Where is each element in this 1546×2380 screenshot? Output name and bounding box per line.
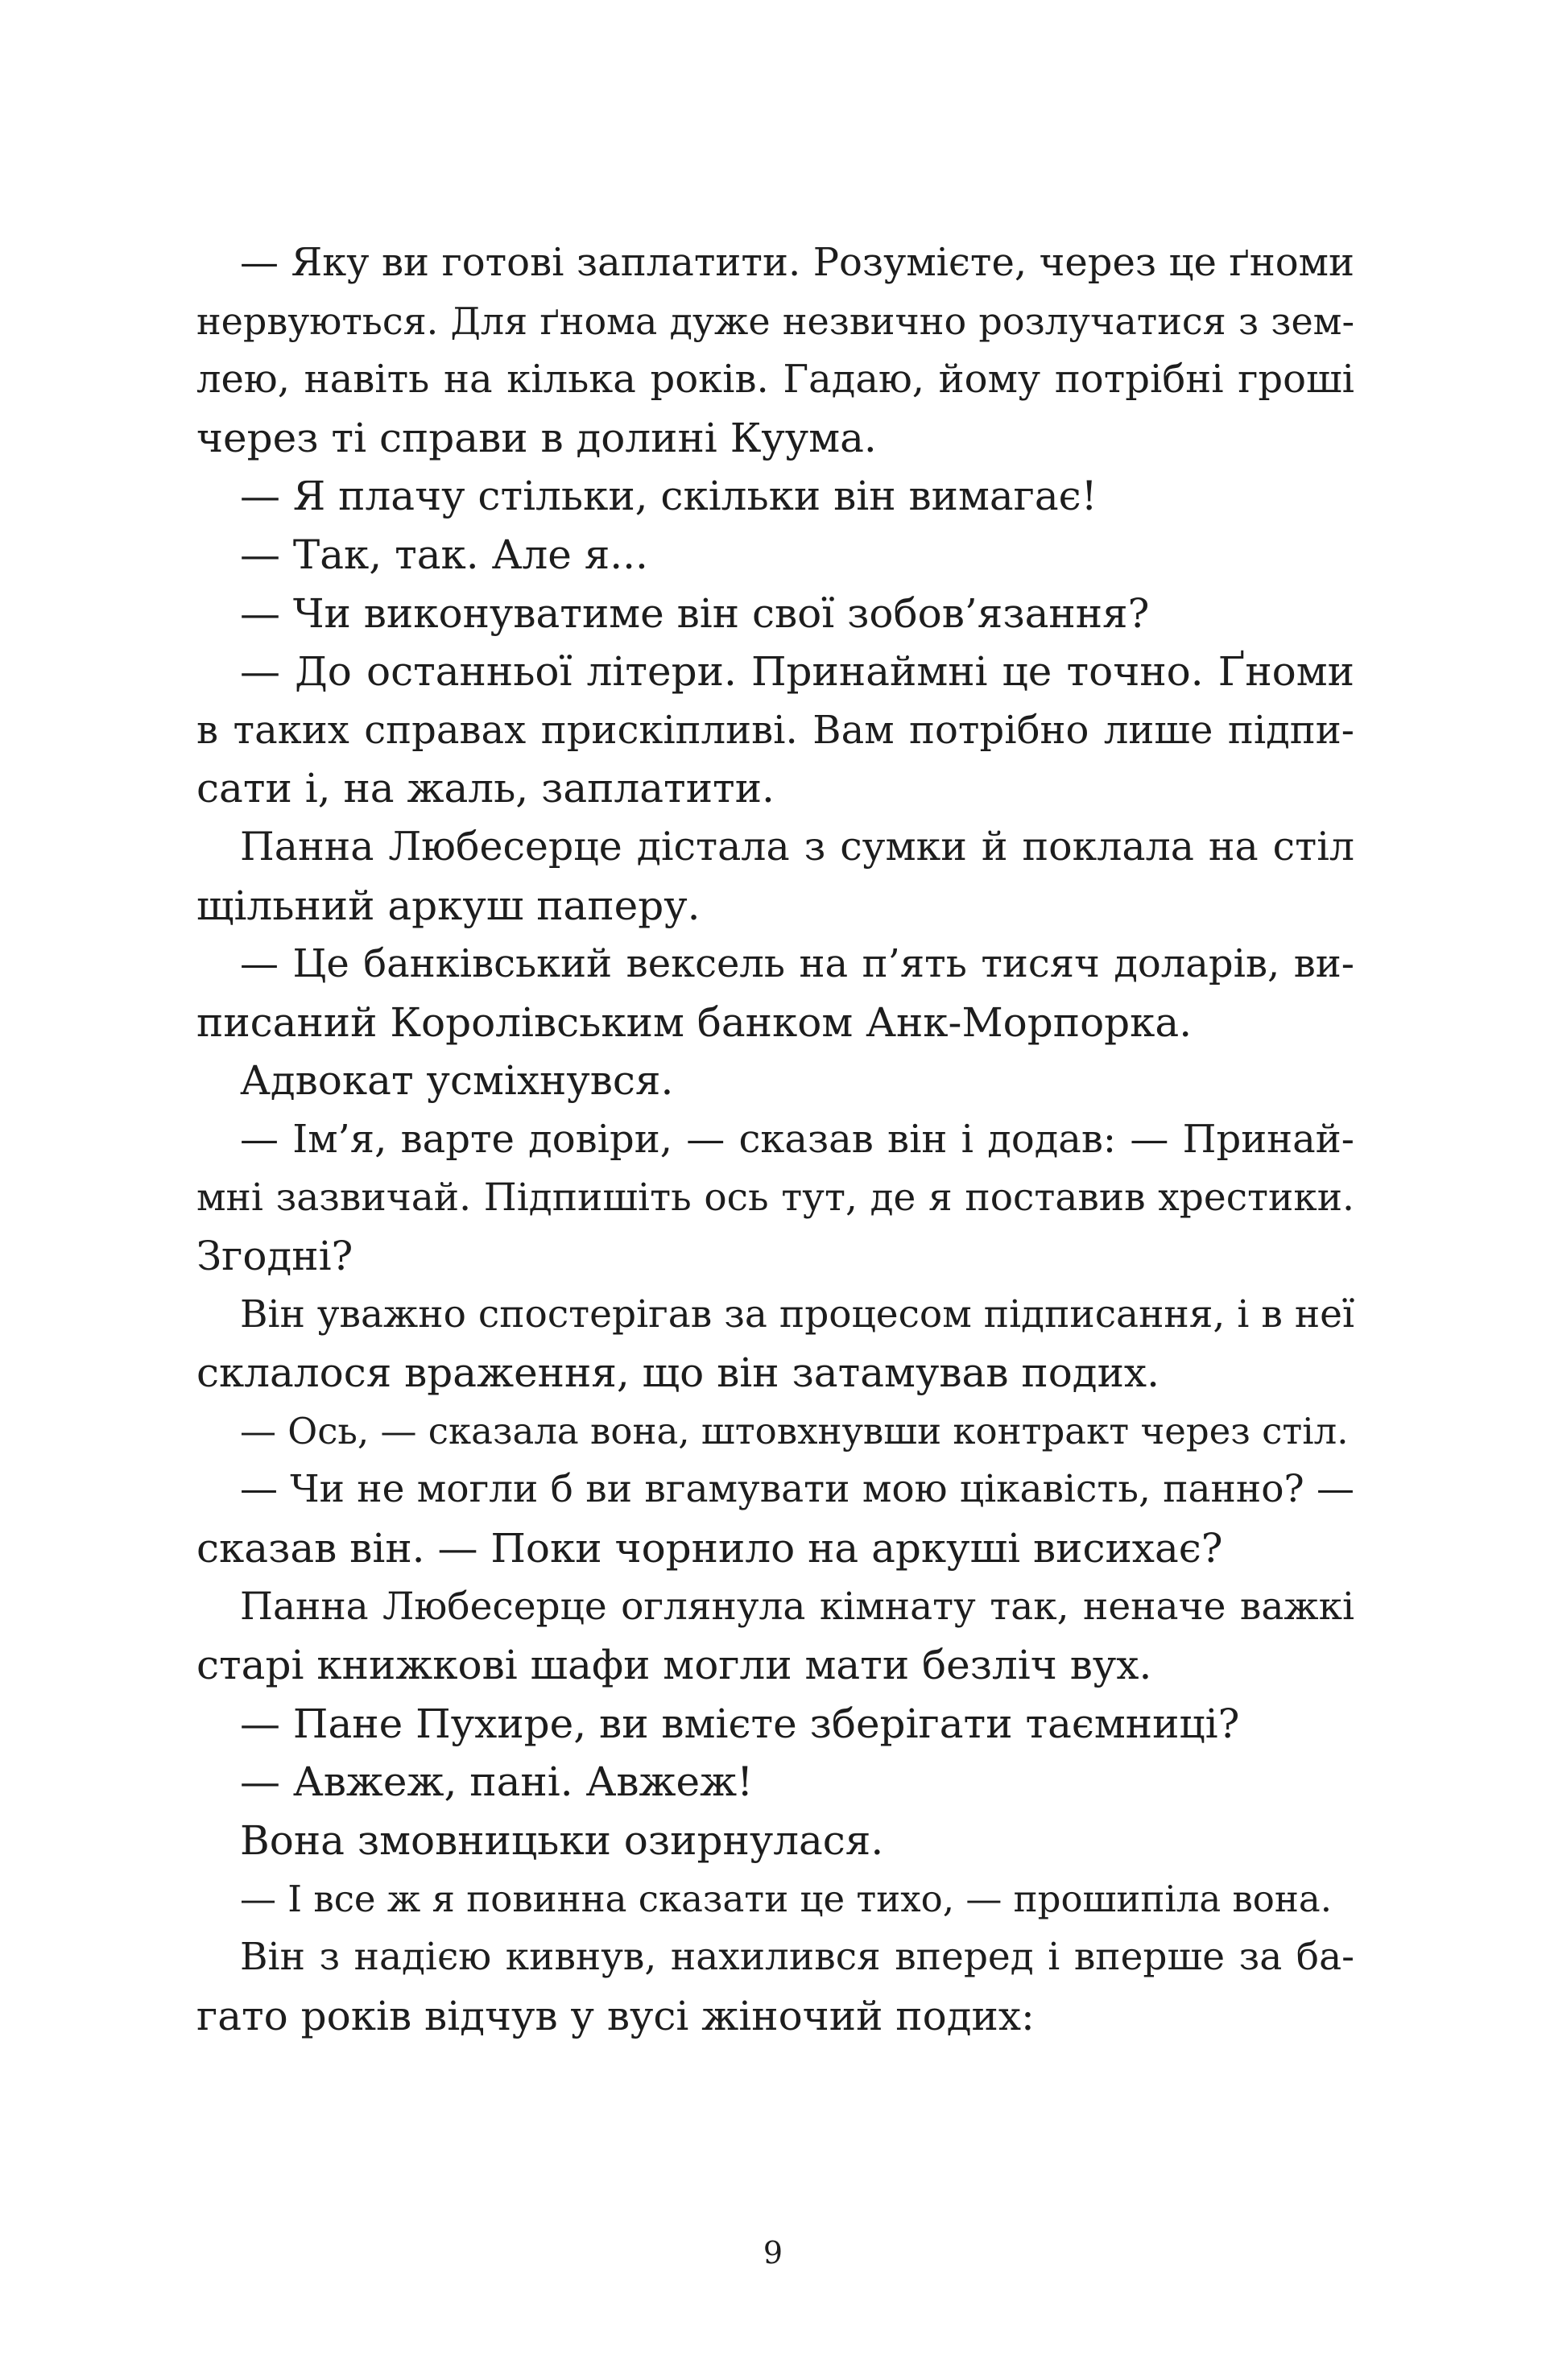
text-line: мні зазвичай. Підпишіть ось тут, де я поставив хрестики. [196, 1175, 1354, 1220]
text-line: — Чи виконуватиме він свої зобов’язання? [240, 589, 1150, 637]
text-line: нервуються. Для ґнома дуже незвично розлучатися з зем- [196, 299, 1354, 343]
text-line: — Це банківський вексель на п’ять тисяч доларів, ви- [240, 941, 1354, 987]
text-line: — Пане Пухире, ви вмієте зберігати таємниці? [240, 1700, 1240, 1747]
text-line: склалося враження, що він затамував подих. [196, 1349, 1160, 1397]
text-line: через ті справи в долині Куума. [196, 414, 877, 461]
text-line: Панна Любесерце дістала з сумки й поклала на стіл [240, 823, 1354, 870]
body-text [196, 233, 1354, 2045]
text-line: лею, навіть на кілька років. Гадаю, йому потрібні гроші [196, 357, 1354, 403]
text-line: — Я плачу стільки, скільки він вимагає! [240, 473, 1097, 520]
text-line: в таких справах прискіпливі. Вам потрібно лише підпи- [196, 707, 1354, 753]
text-line: гато років відчув у вусі жіночий подих: [196, 1992, 1035, 2039]
text-line: сказав він. — Поки чорнило на аркуші висихає? [196, 1525, 1223, 1572]
text-line: Адвокат усміхнувся. [240, 1057, 674, 1105]
text-line: — До останньої літери. Принаймні це точно. Ґноми [240, 648, 1354, 696]
text-line: Згодні? [196, 1233, 353, 1280]
text-line: сати і, на жаль, заплатити. [196, 765, 775, 812]
text-line: Він уважно спостерігав за процесом підписання, і в неї [240, 1291, 1354, 1337]
text-line: писаний Королівським банком Анк-Морпорка. [196, 998, 1193, 1046]
text-line: Панна Любесерце оглянула кімнату так, неначе важкі [240, 1584, 1354, 1629]
text-line: Він з надією кивнув, нахилився вперед і вперше за ба- [240, 1935, 1354, 1980]
text-line: — Чи не могли б ви вгамувати мою цікавість, панно? — [240, 1467, 1354, 1512]
text-line: — І все ж я повинна сказати це тихо, — прошипіла вона. [240, 1877, 1333, 1920]
text-line: старі книжкові шафи могли мати безліч вух. [196, 1642, 1152, 1689]
text-line: — Так, так. Але я... [240, 531, 648, 578]
text-line: щільний аркуш паперу. [196, 882, 701, 929]
text-line: — Ім’я, варте довіри, — сказав він і додав: — Принай- [240, 1116, 1354, 1162]
text-line: — Авжеж, пані. Авжеж! [240, 1758, 754, 1806]
text-line: — Яку ви готові заплатити. Розумієте, через це ґноми [240, 240, 1354, 285]
text-line: — Ось, — сказала вона, штовхнувши контракт через стіл. [240, 1409, 1349, 1452]
page-number: 9 [763, 2235, 783, 2271]
text-line: Вона змовницьки озирнулася. [240, 1817, 884, 1865]
